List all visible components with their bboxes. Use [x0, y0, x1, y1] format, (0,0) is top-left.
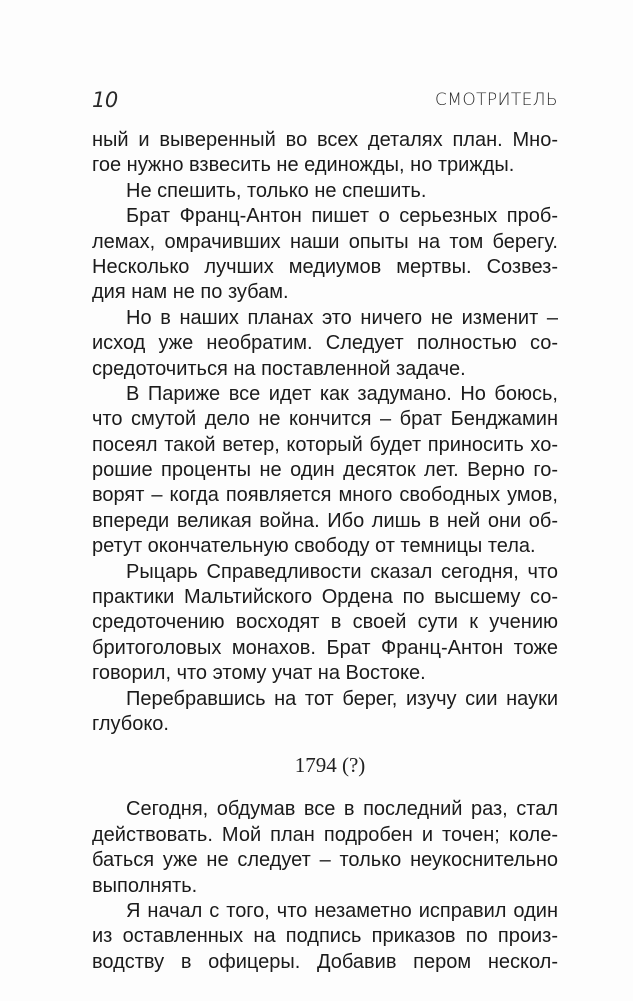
page-number: 10: [92, 88, 118, 112]
text-line: гое нужно взвесить не единожды, но трижды.: [92, 154, 515, 177]
text-line: рошие проценты не один десяток лет. Верно го-: [92, 459, 558, 482]
text-line: действовать. Мой план подробен и точен; коле-: [92, 823, 558, 846]
text-section-2: [92, 797, 558, 975]
text-line: лемах, омрачивших наши опыты на том берегу.: [92, 230, 558, 253]
text-line: Рыцарь Справедливости сказал сегодня, что: [126, 560, 558, 583]
text-line: средоточению восходят в своей сути к учению: [92, 611, 558, 634]
running-head: [92, 88, 558, 116]
text-line: баться уже не следует – только неукоснительно: [92, 849, 558, 872]
text-line: исход уже необратим. Следует полностью со-: [92, 332, 558, 355]
book-title: СМОТРИТЕЛЬ: [435, 90, 558, 110]
text-line: ный и выверенный во всех деталях план. Мно-: [92, 129, 558, 151]
text-line: бритоголовых монахов. Брат Франц-Антон тоже: [92, 636, 558, 659]
text-line: практики Мальтийского Ордена по высшему со-: [92, 586, 558, 609]
section-subheading: 1794 (?): [294, 753, 366, 778]
text-line: Брат Франц-Антон пишет о серьезных проб-: [126, 205, 558, 228]
text-line: Перебравшись на тот берег, изучу сии науки: [126, 687, 558, 710]
text-section-1: [92, 128, 558, 737]
text-line: ретут окончательную свободу от темницы тела.: [92, 535, 536, 558]
text-line: глубоко.: [92, 712, 169, 735]
body-text: [92, 128, 558, 975]
text-line: говорил, что этому учат на Востоке.: [92, 662, 426, 685]
text-line: Не спешить, только не спешить.: [126, 179, 427, 202]
text-line: Но в наших планах это ничего не изменит –: [126, 306, 558, 329]
text-line: В Париже все идет как задумано. Но боюсь,: [126, 382, 558, 405]
text-line: ворят – когда появляется много свободных умов,: [92, 484, 558, 507]
text-line: из оставленных на подпись приказов по произ-: [92, 925, 558, 948]
text-line: Сегодня, обдумав все в последний раз, стал: [126, 798, 558, 821]
text-line: водству в офицеры. Добавив пером нескол-: [92, 950, 558, 973]
text-line: впереди великая война. Ибо лишь в ней они об-: [92, 509, 558, 532]
text-line: выполнять.: [92, 874, 198, 897]
text-line: посеял такой ветер, который будет приносить хо-: [92, 433, 558, 456]
text-line: Несколько лучших медиумов мертвы. Созвез-: [92, 255, 558, 278]
text-line: средоточиться на поставленной задаче.: [92, 357, 466, 380]
text-line: дия нам не по зубам.: [92, 281, 289, 304]
text-line: что смутой дело не кончится – брат Бенджамин: [92, 408, 558, 431]
text-line: Я начал с того, что незаметно исправил один: [126, 899, 558, 922]
